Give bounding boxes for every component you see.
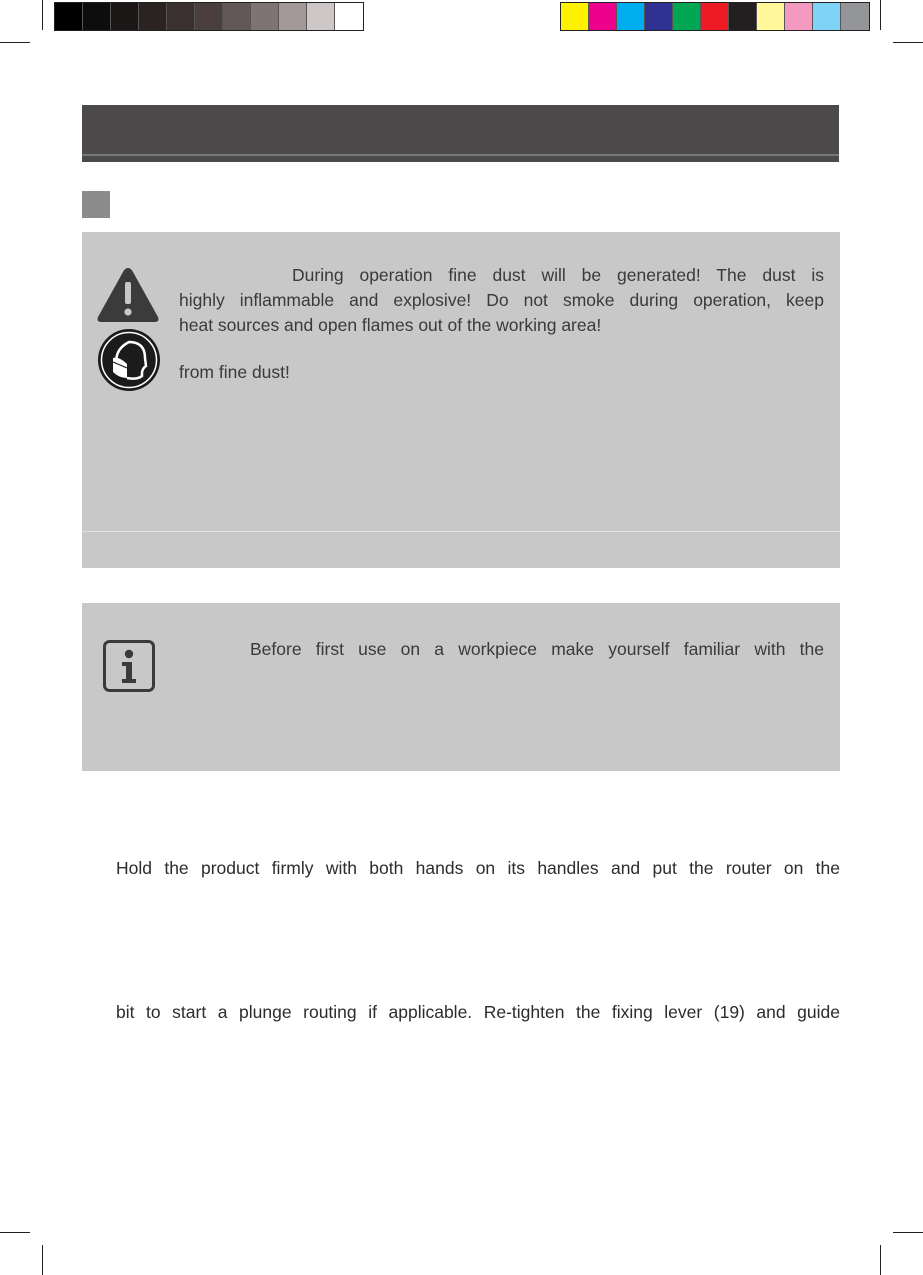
calibration-swatch: [83, 3, 111, 30]
crop-mark-bottom-left-h: [0, 1232, 30, 1233]
calibration-swatch: [617, 3, 645, 30]
calibration-swatch: [111, 3, 139, 30]
grayscale-calibration-bar: [54, 2, 364, 31]
calibration-swatch: [561, 3, 589, 30]
calibration-swatch: [841, 3, 869, 30]
dust-mask-icon: [97, 328, 161, 392]
info-icon: [103, 640, 155, 692]
crop-mark-top-right-h: [893, 42, 923, 43]
warning-text-line-1: During operation fine dust will be generated! The dust is: [292, 265, 824, 285]
calibration-swatch: [251, 3, 279, 30]
crop-mark-top-left-v: [42, 0, 43, 30]
calibration-swatch: [195, 3, 223, 30]
panel-separator: [82, 531, 840, 532]
section-header-underline: [82, 154, 839, 156]
calibration-swatch: [307, 3, 335, 30]
crop-mark-bottom-right-v: [880, 1245, 881, 1275]
crop-mark-bottom-right-h: [893, 1232, 923, 1233]
calibration-swatch: [167, 3, 195, 30]
calibration-swatch: [673, 3, 701, 30]
calibration-swatch: [701, 3, 729, 30]
warning-triangle-icon: [95, 265, 161, 325]
calibration-swatch: [757, 3, 785, 30]
crop-mark-bottom-left-v: [42, 1245, 43, 1275]
calibration-swatch: [729, 3, 757, 30]
calibration-swatch: [55, 3, 83, 30]
calibration-swatch: [813, 3, 841, 30]
body-text-line-1: Hold the product firmly with both hands on its handles and put the router on the: [116, 858, 840, 878]
crop-mark-top-right-v: [880, 0, 881, 30]
subsection-marker: [82, 191, 110, 218]
calibration-swatch: [279, 3, 307, 30]
crop-mark-top-left-h: [0, 42, 30, 43]
body-text-line-2: bit to start a plunge routing if applicable. Re-tighten the fixing lever (19) and guide: [116, 1002, 840, 1022]
color-calibration-bar: [560, 2, 870, 31]
warning-text-line-4: from fine dust!: [179, 362, 290, 382]
info-panel: [82, 603, 840, 771]
calibration-swatch: [335, 3, 363, 30]
calibration-swatch: [223, 3, 251, 30]
info-text-line-1: Before first use on a workpiece make yourself familiar with the: [250, 639, 824, 659]
calibration-swatch: [785, 3, 813, 30]
calibration-swatch: [645, 3, 673, 30]
warning-text-line-2: highly inflammable and explosive! Do not smoke during operation, keep: [179, 290, 824, 310]
warning-text-line-3: heat sources and open flames out of the working area!: [179, 315, 602, 335]
calibration-swatch: [589, 3, 617, 30]
calibration-swatch: [139, 3, 167, 30]
